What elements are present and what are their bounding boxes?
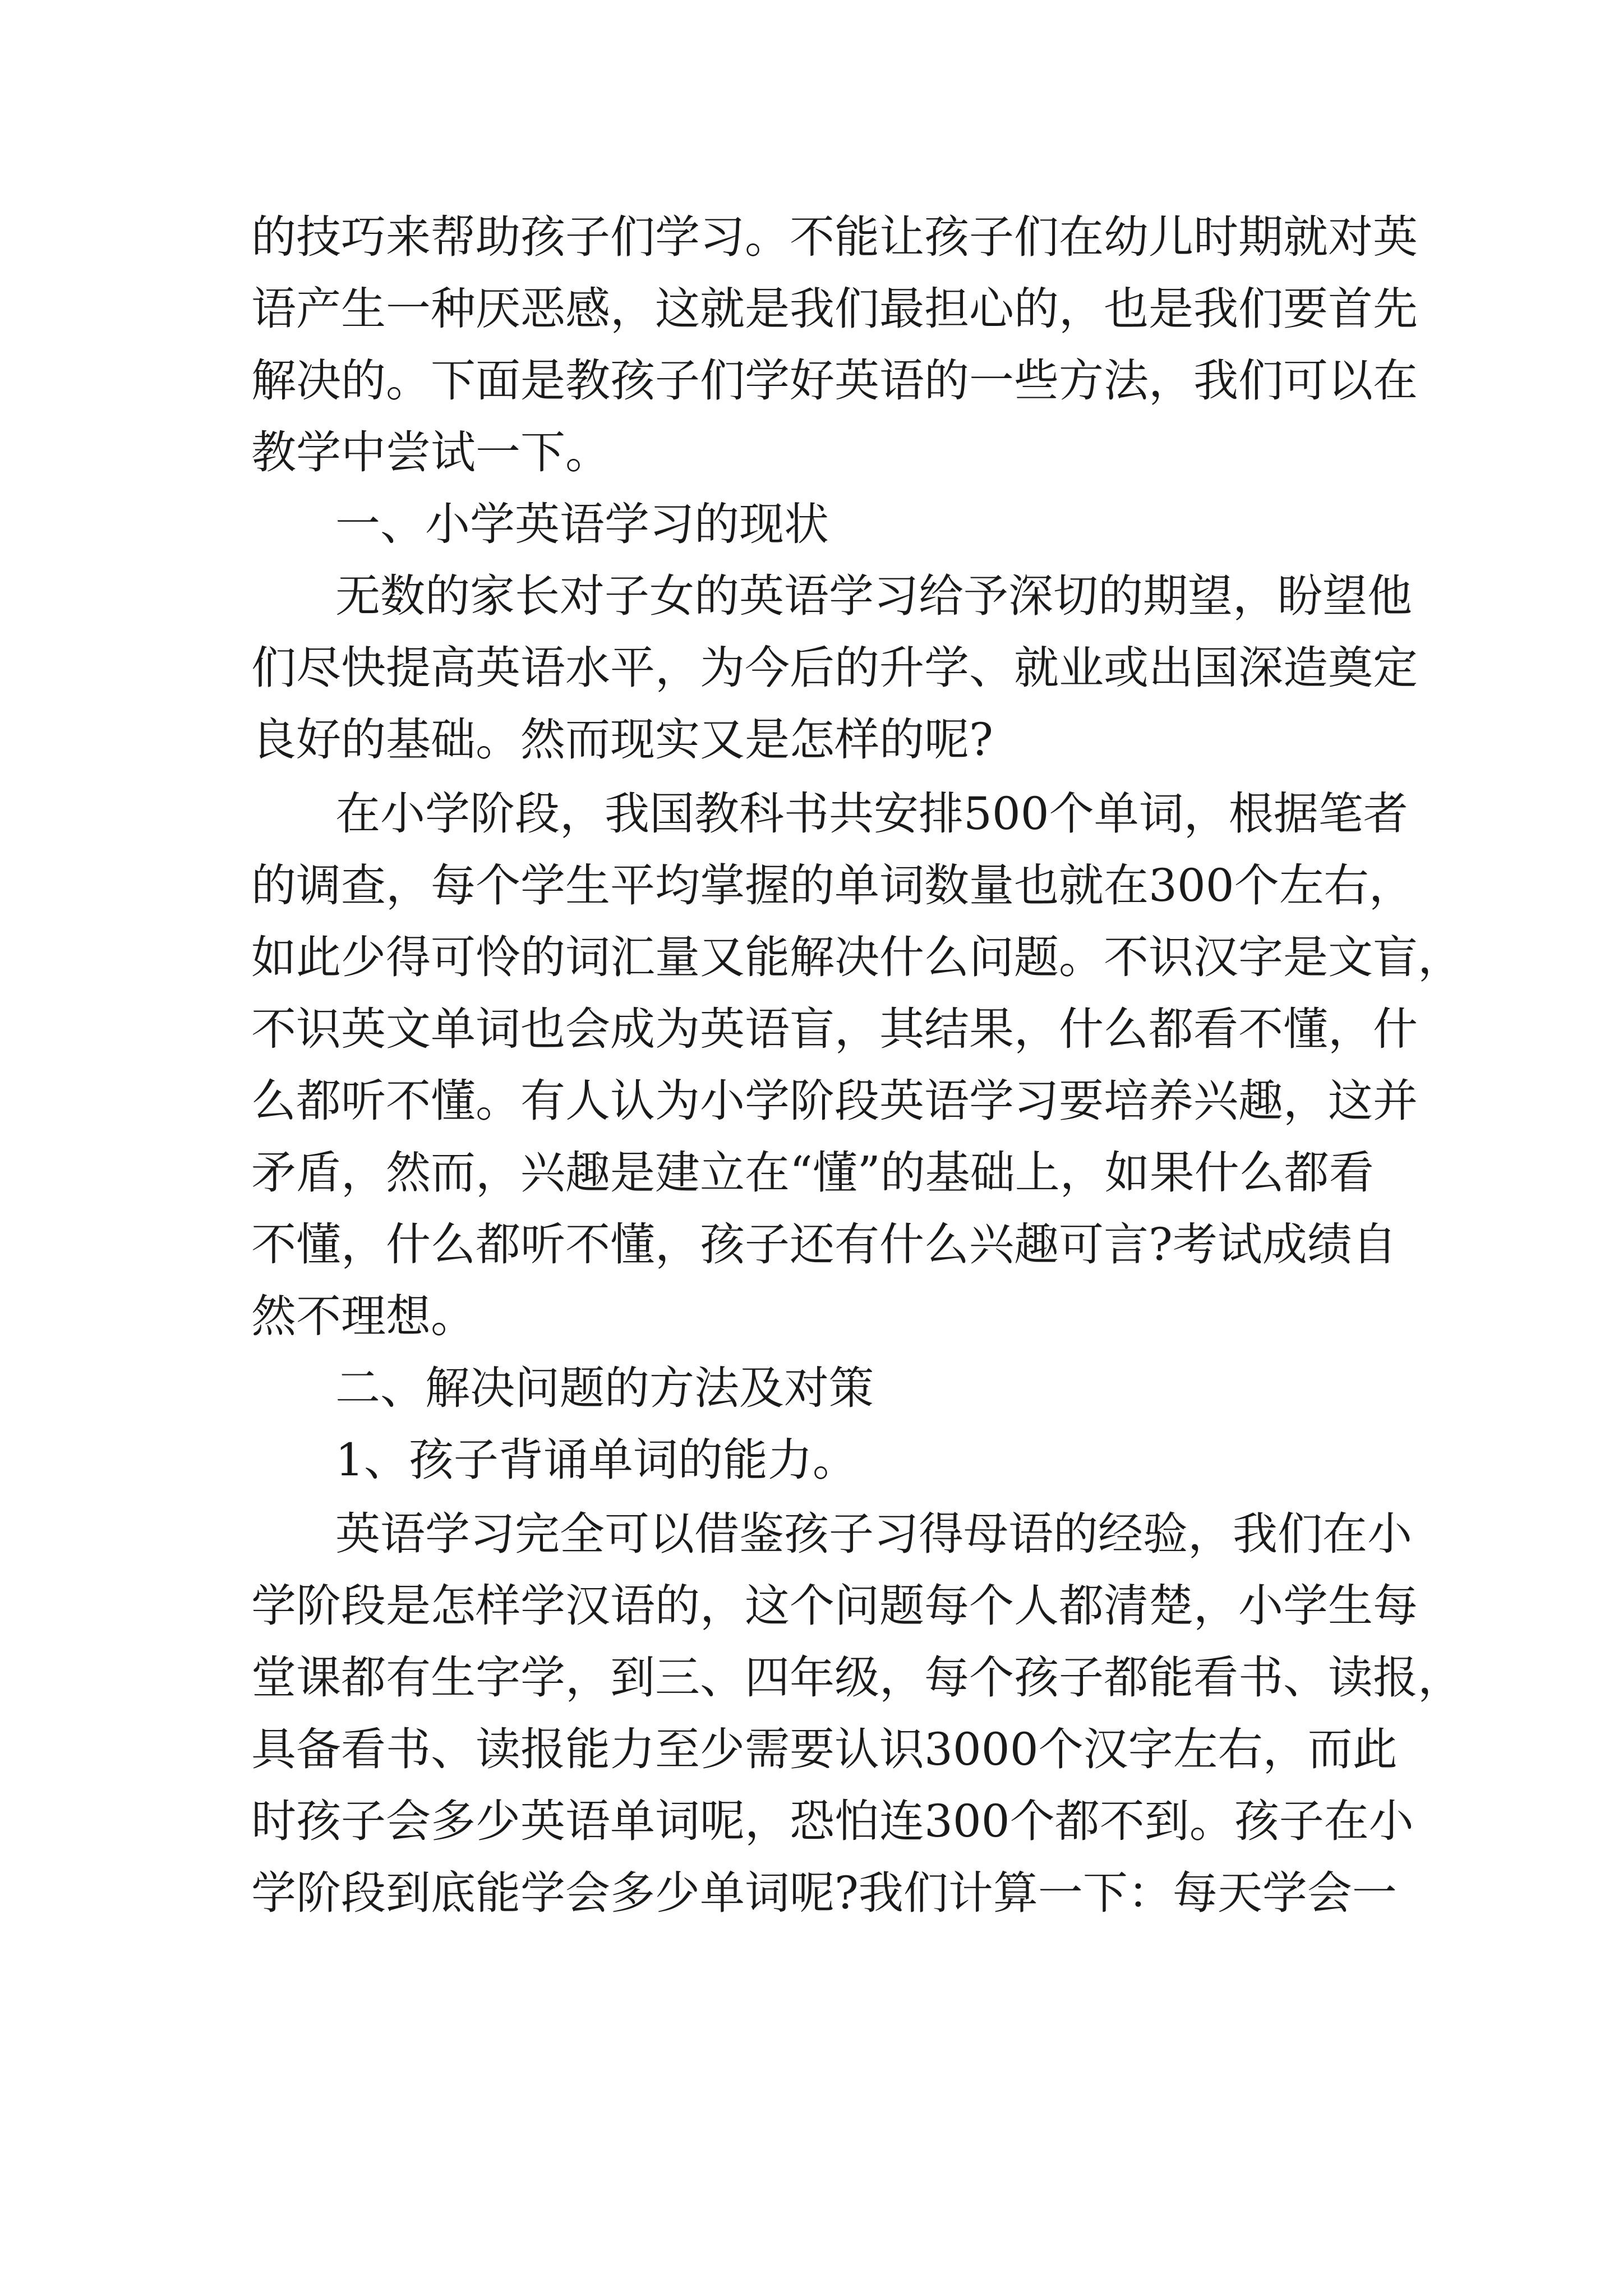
paragraph-start: 无数的家长对子女的英语学习给予深切的期望，盼望他 [335,570,1412,622]
text-line: 矛盾，然而，兴趣是建立在“懂”的基础上，如果什么都看 [251,1147,1374,1199]
text-line: 不懂，什么都听不懂，孩子还有什么兴趣可言?考试成绩自 [251,1218,1397,1271]
text-line: 不识英文单词也会成为英语盲，其结果，什么都看不懂，什 [251,1003,1418,1055]
text-line: 教学中尝试一下。 [251,426,610,478]
text-line: 语产生一种厌恶感，这就是我们最担心的，也是我们要首先 [251,283,1418,335]
text-line: 们尽快提高英语水平，为今后的升学、就业或出国深造奠定 [251,642,1418,694]
text-line: 解决的。下面是教孩子们学好英语的一些方法，我们可以在 [251,355,1418,407]
text-line: 的技巧来帮助孩子们学习。不能让孩子们在幼儿时期就对英 [251,211,1418,263]
text-line: 学阶段是怎样学汉语的，这个问题每个人都清楚，小学生每 [251,1580,1418,1632]
paragraph-start: 英语学习完全可以借鉴孩子习得母语的经验，我们在小 [335,1508,1412,1560]
text-line: 么都听不懂。有人认为小学阶段英语学习要培养兴趣，这并 [251,1075,1418,1127]
text-line: 堂课都有生字学，到三、四年级，每个孩子都能看书、读报， [251,1651,1463,1704]
section-heading-2: 二、解决问题的方法及对策 [335,1362,874,1414]
text-line: 时孩子会多少英语单词呢，恐怕连300个都不到。孩子在小 [251,1795,1414,1847]
text-line: 具备看书、读报能力至少需要认识3000个汉字左右，而此 [251,1723,1398,1775]
text-line: 然不理想。 [251,1290,476,1342]
text-line: 学阶段到底能学会多少单词呢?我们计算一下：每天学会一 [251,1867,1397,1919]
text-line: 如此少得可怜的词汇量又能解决什么问题。不识汉字是文盲， [251,931,1463,983]
paragraph-start: 在小学阶段，我国教科书共安排500个单词，根据笔者 [335,788,1408,840]
subsection-heading: 1、孩子背诵单词的能力。 [335,1434,857,1486]
text-line: 良好的基础。然而现实又是怎样的呢? [251,714,993,766]
text-line: 的调查，每个学生平均掌握的单词数量也就在300个左右， [251,859,1414,912]
section-heading-1: 一、小学英语学习的现状 [335,498,829,550]
